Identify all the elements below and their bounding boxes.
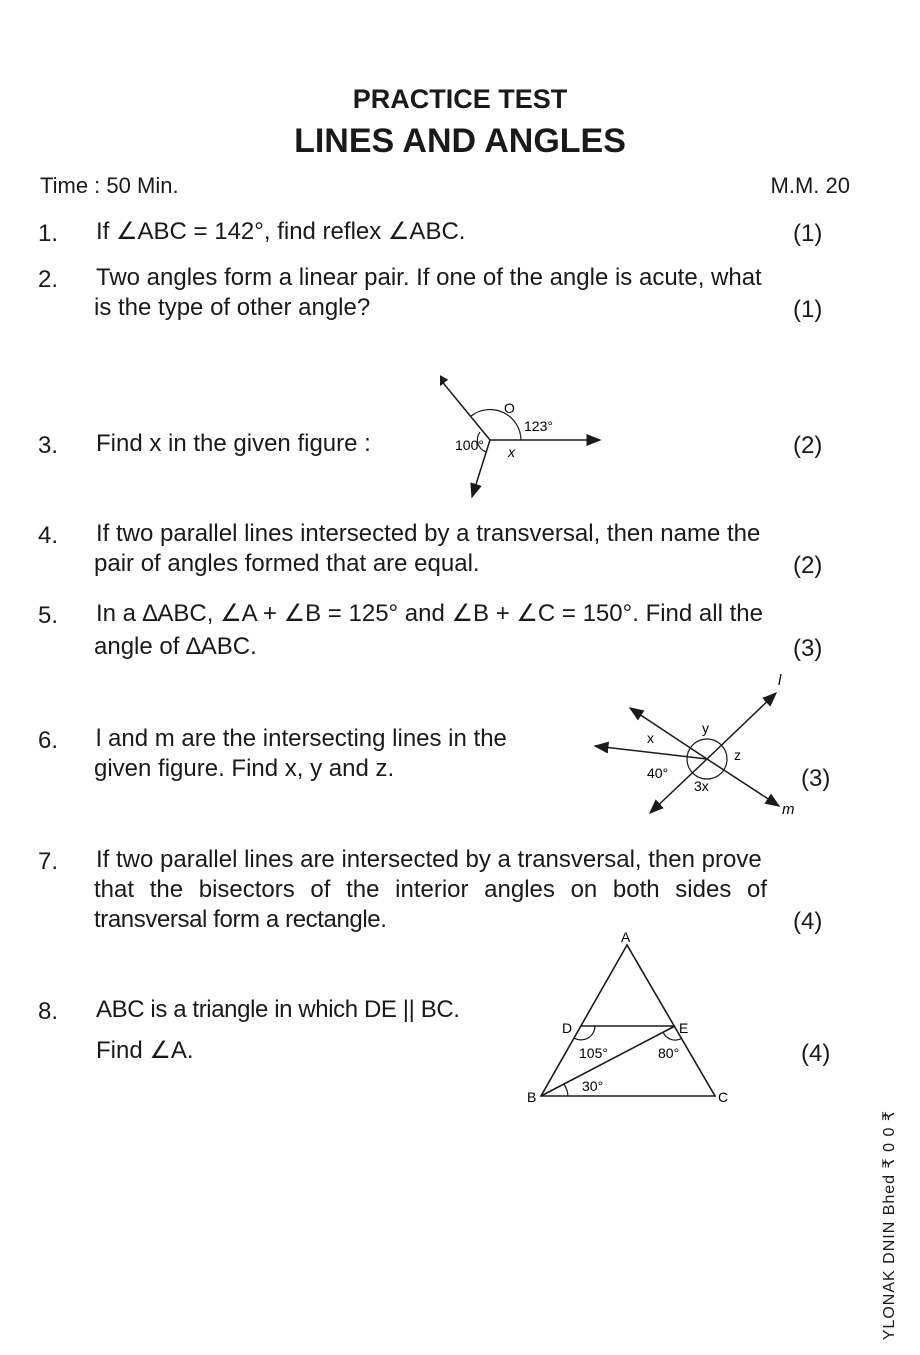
point-e-label: E xyxy=(679,1020,689,1036)
angle-30-label: 30° xyxy=(582,1078,604,1094)
angle-40-label: 40° xyxy=(647,765,669,781)
line-l-label: l xyxy=(778,672,782,689)
question-4-line-2: pair of angles formed that are equal. xyxy=(94,550,480,577)
question-6-marks: (3) xyxy=(801,765,831,792)
question-4-number: 4. xyxy=(38,522,59,549)
angle-3x-label: 3x xyxy=(694,778,709,794)
question-8-line-1: ABC is a triangle in which DE || BC. xyxy=(96,996,460,1023)
question-7-line-1: If two parallel lines are intersected by a transversal, then prove xyxy=(96,846,762,873)
question-7-marks: (4) xyxy=(793,908,823,935)
question-5-line-1: In a ∆ABC, ∠A + ∠B = 125° and ∠B + ∠C = 150°. Find all the xyxy=(96,600,763,627)
question-1-marks: (1) xyxy=(793,220,823,247)
vertex-c-label: C xyxy=(718,1089,729,1105)
unknown-x-label: x xyxy=(508,444,515,460)
question-8-marks: (4) xyxy=(801,1040,831,1067)
line-m-lower xyxy=(707,759,779,806)
question-2-line-2: is the type of other angle? xyxy=(94,294,371,321)
question-3-text: Find x in the given figure : xyxy=(96,430,371,457)
question-8-figure xyxy=(520,925,740,1110)
max-marks-label: M.M. 20 xyxy=(770,173,850,198)
question-4-line-1: If two parallel lines intersected by a transversal, then name the xyxy=(96,520,761,547)
angle-123-label: 123° xyxy=(524,418,553,434)
side-margin-text: YLONAK DNIN Bhed ₹ 0 0 ₹ xyxy=(881,1110,898,1341)
question-3-number: 3. xyxy=(38,432,59,459)
point-d-label: D xyxy=(562,1020,573,1036)
page-title: LINES AND ANGLES xyxy=(294,122,626,160)
time-label: Time : 50 Min. xyxy=(40,173,179,198)
question-2-marks: (1) xyxy=(793,296,823,323)
question-5-marks: (3) xyxy=(793,635,823,662)
angle-80-label: 80° xyxy=(658,1045,680,1061)
question-1-text: If ∠ABC = 142°, find reflex ∠ABC. xyxy=(96,218,466,245)
angle-105-label: 105° xyxy=(579,1045,608,1061)
vertex-a-label: A xyxy=(621,929,631,945)
question-5-line-2: angle of ∆ABC. xyxy=(94,633,257,660)
question-6-figure xyxy=(590,668,805,820)
question-7-number: 7. xyxy=(38,848,59,875)
line-l-upper xyxy=(707,693,776,759)
line-m-label: m xyxy=(782,801,795,818)
question-6-line-1: l and m are the intersecting lines in the xyxy=(96,725,507,752)
question-1-number: 1. xyxy=(38,220,59,247)
angle-x-label: x xyxy=(647,730,654,746)
question-7-line-3: transversal form a rectangle. xyxy=(94,906,387,933)
question-6-number: 6. xyxy=(38,727,59,754)
vertex-b-label: B xyxy=(527,1089,537,1105)
question-5-number: 5. xyxy=(38,602,59,629)
ray-upper-left xyxy=(440,373,490,440)
question-8-number: 8. xyxy=(38,998,59,1025)
angle-arc-b xyxy=(564,1084,568,1096)
question-3-figure xyxy=(440,360,620,510)
question-3-marks: (2) xyxy=(793,432,823,459)
question-2-line-1: Two angles form a linear pair. If one of the angle is acute, what xyxy=(96,264,762,291)
question-8-line-2: Find ∠A. xyxy=(96,1037,194,1064)
angle-y-label: y xyxy=(702,720,709,736)
question-2-number: 2. xyxy=(38,266,59,293)
point-o-label: O xyxy=(504,400,515,416)
question-6-line-2: given figure. Find x, y and z. xyxy=(94,755,395,782)
question-4-marks: (2) xyxy=(793,552,823,579)
test-subtitle: PRACTICE TEST xyxy=(352,84,568,114)
angle-100-label: 100° xyxy=(455,437,484,453)
angle-z-label: z xyxy=(734,747,741,763)
question-7-line-2: that the bisectors of the interior angles on both sides of xyxy=(94,876,768,903)
